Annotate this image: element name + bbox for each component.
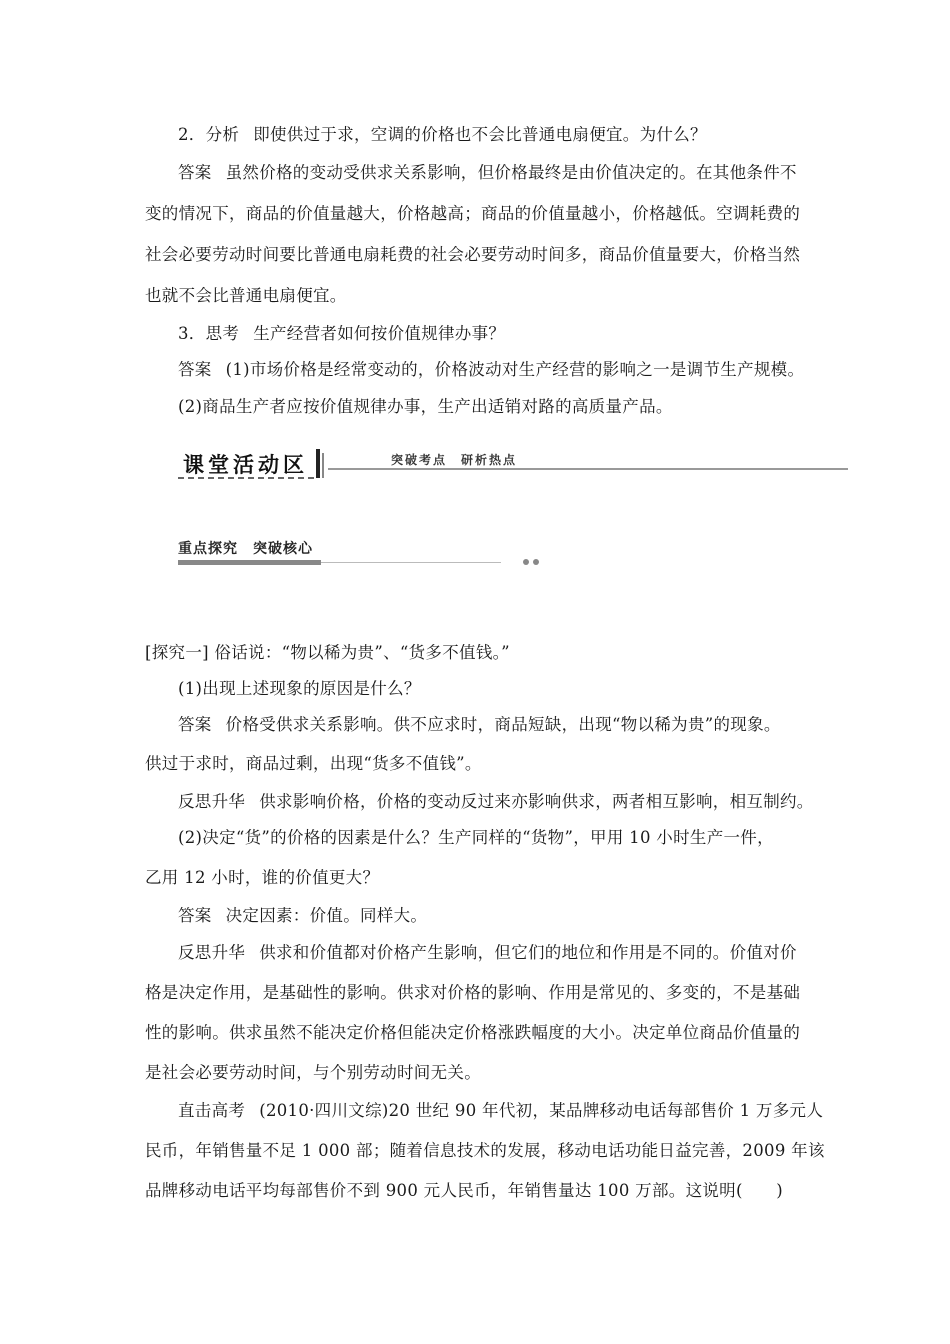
answer-2-line-3: 社会必要劳动时间要比普通电扇耗费的社会必要劳动时间多，商品价值量要大，价格当然 (145, 245, 801, 264)
reflection-2-line-1: 反思升华 供求和价值都对价格产生影响，但它们的地位和作用是不同的。价值对价 (178, 943, 797, 962)
banner-rule (328, 468, 848, 470)
answer-2-line-4: 也就不会比普通电扇便宜。 (145, 286, 347, 305)
reflection-2-line-4: 是社会必要劳动时间，与个别劳动时间无关。 (145, 1063, 481, 1082)
sub-banner (178, 538, 548, 568)
banner-title: 课堂活动区 (183, 453, 308, 477)
question-2 (178, 122, 843, 148)
answer-3-line-1: 答案 (1)市场价格是经常变动的，价格波动对生产经营的影响之一是调节生产规模。 (178, 360, 805, 379)
exam-question-line-3: 品牌移动电话平均每部售价不到 900 元人民币，年销售量达 100 万部。这说明( ) (145, 1181, 784, 1200)
answer-2-label: 答案 (178, 163, 212, 182)
dot-icon (523, 559, 529, 565)
banner-divider-bar-thin (322, 453, 324, 478)
reflection-1: 反思升华 供求影响价格，价格的变动反过来亦影响供求，两者相互影响，相互制约。 (178, 792, 814, 811)
reflection-label: 反思升华 (178, 792, 246, 811)
exam-question-line-2: 民币，年销售量不足 1 000 部；随着信息技术的发展，移动电话功能日益完善，2009 年该 (145, 1141, 825, 1160)
explore-1-question-2-line-1: (2)决定“货”的价格的因素是什么？生产同样的“货物”，甲用 10 小时生产一件， (178, 828, 774, 847)
exam-question-line-1: 直击高考 (2010·四川文综)20 世纪 90 年代初，某品牌移动电话每部售价 1 万多元人 (178, 1101, 824, 1120)
question-3-text: 生产经营者如何按价值规律办事？ (253, 324, 506, 343)
banner-dashed-underline (178, 477, 314, 479)
explore-1-question-2-line-2: 乙用 12 小时，谁的价值更大？ (145, 868, 380, 887)
explore-1-answer-2: 答案 决定因素：价值。同样大。 (178, 906, 428, 925)
question-3 (178, 321, 843, 347)
answer-label: 答案 (178, 715, 212, 734)
explore-1-answer-1-line-1: 答案 价格受供求关系影响。供不应求时，商品短缺，出现“物以稀为贵”的现象。 (178, 715, 781, 734)
section-banner (178, 447, 848, 483)
sub-banner-thin-rule (321, 562, 501, 563)
answer-3-line-2: (2)商品生产者应按价值规律办事，生产出适销对路的高质量产品。 (178, 397, 673, 416)
answer-3-label: 答案 (178, 360, 212, 379)
explore-1-intro: [探究一] 俗话说：“物以稀为贵”、“货多不值钱。” (145, 643, 510, 662)
answer-2-line-1: 答案 虽然价格的变动受供求关系影响，但价格最终是由价值决定的。在其他条件不 (178, 163, 797, 182)
sub-banner-title: 重点探究 突破核心 (178, 541, 313, 557)
banner-divider-bar (316, 449, 320, 478)
dot-icon (533, 559, 539, 565)
reflection-label: 反思升华 (178, 943, 246, 962)
question-3-label: 3．思考 (178, 324, 240, 343)
sub-banner-bar (178, 560, 321, 565)
question-2-label: 2．分析 (178, 125, 240, 144)
explore-1-answer-1-line-2: 供过于求时，商品过剩，出现“货多不值钱”。 (145, 754, 482, 773)
answer-label: 答案 (178, 906, 212, 925)
question-2-text: 即使供过于求，空调的价格也不会比普通电扇便宜。为什么？ (253, 125, 707, 144)
answer-2-line-2: 变的情况下，商品的价值量越大，价格越高；商品的价值量越小，价格越低。空调耗费的 (145, 204, 801, 223)
banner-subtitle: 突破考点 研析热点 (391, 453, 518, 467)
reflection-2-line-3: 性的影响。供求虽然不能决定价格但能决定价格涨跌幅度的大小。决定单位商品价值量的 (145, 1023, 801, 1042)
explore-1-question-1: (1)出现上述现象的原因是什么？ (178, 679, 421, 698)
exam-label: 直击高考 (178, 1101, 246, 1120)
reflection-2-line-2: 格是决定作用，是基础性的影响。供求对价格的影响、作用是常见的、多变的，不是基础 (145, 983, 801, 1002)
